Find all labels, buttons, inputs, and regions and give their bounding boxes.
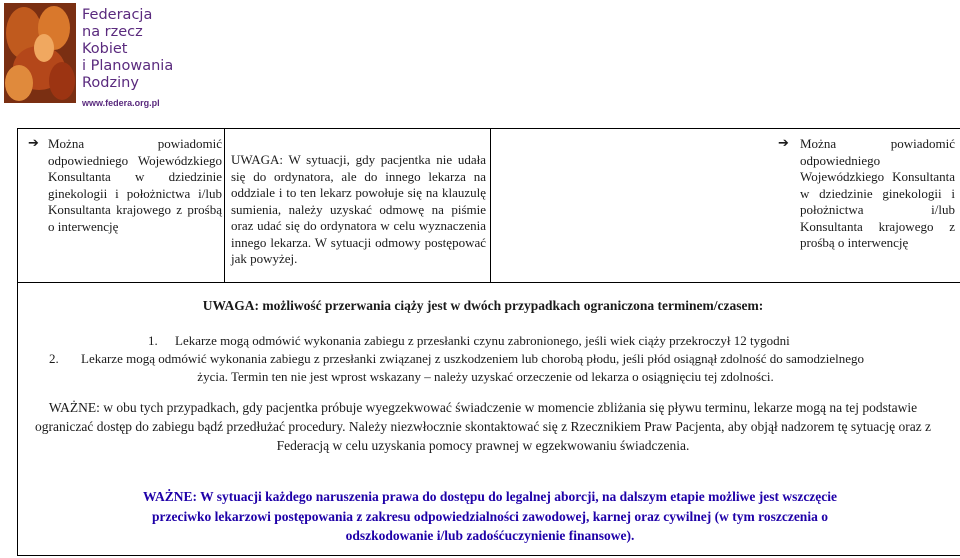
logo-url: www.federa.org.pl <box>82 98 160 108</box>
table-divider <box>17 282 960 283</box>
column-divider <box>490 128 491 282</box>
arrow-right-icon: ➔ <box>28 136 39 151</box>
important-note: WAŻNE: w obu tych przypadkach, gdy pacjentka próbuje wyegzekwować świadczenie w momencie zbliżania się pływu terminu, lekarze mogą na tej podstawie ograniczać dostęp do zabiegu bądź przedłużać procedury. Należy niezwłocznie skontaktować się z Rzecznikiem Praw Pacjenta, aby objął nadzorem tę sytuację oraz z Federacją w celu uzyskania pomocy prawnej w egzekwowaniu świadczenia. <box>34 400 932 453</box>
table-border-bottom <box>17 555 960 556</box>
column-divider <box>224 128 225 282</box>
notice-title: UWAGA: możliwość przerwania ciąży jest w dwóch przypadkach ograniczona terminem/czasem: <box>202 298 764 313</box>
arrow-right-icon: ➔ <box>778 136 789 151</box>
list-item: 2. Lekarze mogą odmówić wykonania zabiegu z przesłanki związanej z uszkodzeniem lub chorobą płodu, jeśli płód osiągnął zdolność do samodzielnego życia. Termin ten nie jest wprost wskazany – należy uzyskać orzeczenie od lekarza o osiągnięciu tej zdolności. <box>49 351 864 384</box>
right-cell: ➔ Można powiadomić odpowiedniego Wojewódzkiego Konsultanta w dziedzinie ginekologii i położnictwa i/lub Konsultanta krajowego z prośbą o interwencję <box>778 136 955 250</box>
logo-figures-image <box>4 3 76 103</box>
left-cell: ➔ Można powiadomić odpowiedniego Wojewódzkiego Konsultanta w dziedzinie ginekologii i położnictwa i/lub Konsultanta krajowego z prośbą o interwencję <box>28 136 222 234</box>
federa-logo <box>4 3 174 109</box>
middle-cell: UWAGA: W sytuacji, gdy pacjentka nie udała się do ordynatora, ale do innego lekarza na oddziale i to ten lekarz powołuje się na klauzulę sumienia, należy uzyskać odmowę na piśmie oraz udać się do ordynatora w celu wyznaczenia innego lekarza. W sytuacji odmowy postępować jak powyżej. <box>231 152 486 266</box>
notice-list <box>49 332 950 386</box>
logo-text: Federacja na rzecz Kobiet i Planowania Rodziny <box>82 7 174 91</box>
table-border-left <box>17 128 18 556</box>
important-note-red: WAŻNE: W sytuacji każdego naruszenia prawa do dostępu do legalnej aborcji, na dalszym etapie możliwe jest wszczęcie przeciwko lekarzowi postępowania z zakresu odpowiedzialności zawodowej, karnej oraz cywilnej (w tym roszczenia o odszkodowanie i/lub zadośćuczynienie finansowe). <box>142 489 838 543</box>
list-item: 1. Lekarze mogą odmówić wykonania zabiegu z przesłanki czynu zabronionego, jeśli wiek ciąży przekroczył 12 tygodni <box>148 333 790 348</box>
table-border-top <box>17 128 960 129</box>
